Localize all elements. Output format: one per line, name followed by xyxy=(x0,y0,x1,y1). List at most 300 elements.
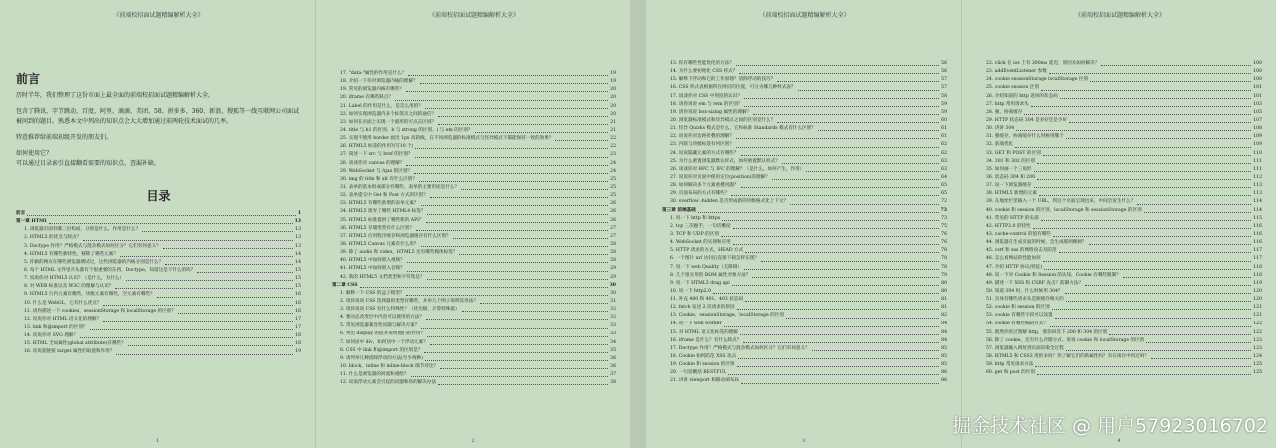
toc-entry[interactable] xyxy=(978,296,1262,304)
toc-entry[interactable] xyxy=(978,133,1262,141)
toc-entry[interactable] xyxy=(978,239,1262,247)
toc-entry[interactable] xyxy=(332,200,616,208)
toc-entry[interactable] xyxy=(16,234,301,242)
toc-entry[interactable] xyxy=(662,174,947,182)
toc-entry[interactable] xyxy=(332,379,616,387)
toc-entry[interactable] xyxy=(978,93,1262,101)
toc-entry-title: 53. cookie 有哪些字段可以设置 xyxy=(986,313,1053,319)
toc-entry[interactable] xyxy=(662,133,947,141)
toc-leader-dots xyxy=(411,376,609,377)
toc-entry-title: 35. HTML5 标准提供了哪些新的 API？ xyxy=(340,217,424,223)
toc-leader-dots xyxy=(421,205,609,206)
toc-leader-dots xyxy=(1065,293,1252,294)
toc-entry[interactable] xyxy=(978,337,1262,345)
toc-entry[interactable] xyxy=(978,369,1262,377)
toc-entry-page: 34 xyxy=(610,339,616,345)
toc-entry[interactable] xyxy=(332,86,616,94)
toc-entry-title: 19. 请你说说 box-sizing 属性的理解？ xyxy=(670,109,752,115)
toc-entry-page: 117 xyxy=(1253,256,1262,262)
toc-entry-title: 58. HTML5 和 CSS3 用的多吗？你了解它们的新属性吗？有在项目中用过吗？ xyxy=(986,354,1149,360)
toc-entry[interactable] xyxy=(16,340,301,348)
toc-entry[interactable] xyxy=(978,68,1262,76)
toc-entry[interactable] xyxy=(332,331,616,339)
toc-leader-dots xyxy=(1041,220,1252,221)
toc-entry[interactable] xyxy=(16,324,301,332)
toc-entry[interactable] xyxy=(978,361,1262,369)
toc-entry-title: 4. HTML5 有哪些新特性、移除了哪些元素？ xyxy=(24,251,118,257)
toc-entry[interactable] xyxy=(978,312,1262,320)
toc-entry[interactable] xyxy=(662,280,947,288)
toc-entry[interactable] xyxy=(662,141,947,149)
toc-entry[interactable] xyxy=(662,345,947,353)
toc-entry-title: 16. 说说超链接 target 属性的取值和作用？ xyxy=(24,349,115,355)
toc-entry[interactable] xyxy=(662,247,947,255)
toc-entry-page: 65 xyxy=(941,183,947,189)
toc-entry-title: 12. 说说浮动元素会引起的问题和你的解决办法 xyxy=(340,380,437,386)
toc-leader-dots xyxy=(1066,350,1252,351)
toc-entry[interactable] xyxy=(16,267,301,275)
toc-entry-page: 36 xyxy=(610,355,616,361)
toc-leader-dots xyxy=(395,100,608,101)
toc-leader-dots xyxy=(103,305,293,306)
toc-entry[interactable] xyxy=(332,298,616,306)
toc-entry[interactable] xyxy=(16,218,301,226)
toc-entry[interactable] xyxy=(978,272,1262,280)
toc-entry[interactable] xyxy=(662,377,947,385)
toc-entry-page: 15 xyxy=(295,276,301,282)
toc-leader-dots xyxy=(1049,73,1251,74)
toc-entry[interactable] xyxy=(332,347,616,355)
toc-entry-page: 13 xyxy=(295,243,301,249)
page-number: 3 xyxy=(801,438,806,444)
toc-entry-page: 61 xyxy=(941,126,947,132)
toc-entry-title: 6. 每个 HTML 文件里开头都有个很重要的东西，Doctype，知道这是干什么的吗？ xyxy=(24,267,196,273)
toc-leader-dots xyxy=(360,287,608,288)
toc-entry[interactable] xyxy=(662,190,947,198)
toc-entry[interactable] xyxy=(662,68,947,76)
toc-leader-dots xyxy=(1055,318,1252,319)
toc-entry[interactable] xyxy=(332,135,616,143)
toc-entry-title: 39. 在地址栏里输入一个 URL，到这个页面呈现出来，中间会发生什么？ xyxy=(986,199,1136,205)
toc-entry-page: 115 xyxy=(1253,215,1262,221)
toc-entry-page: 56 xyxy=(941,69,947,75)
toc-entry[interactable] xyxy=(662,353,947,361)
toc-entry[interactable] xyxy=(332,151,616,159)
toc-leader-dots xyxy=(1033,228,1252,229)
toc-entry-title: 30. img 的 title 和 alt 有什么区别？ xyxy=(340,176,417,182)
toc-entry[interactable] xyxy=(978,182,1262,190)
toc-entry-title: 第一章 HTML xyxy=(16,219,48,225)
toc-entry[interactable] xyxy=(662,329,947,337)
toc-entry-page: 57 xyxy=(941,85,947,91)
toc-entry-page: 30 xyxy=(610,290,616,296)
toc-entry[interactable] xyxy=(332,78,616,86)
toc-entry-page: 63 xyxy=(941,158,947,164)
toc-entry[interactable] xyxy=(662,288,947,296)
toc-entry-page: 76 xyxy=(941,231,947,237)
toc-entry-page: 108 xyxy=(1253,126,1262,132)
toc-entry-page: 79 xyxy=(941,272,947,278)
toc-entry[interactable] xyxy=(332,314,616,322)
toc-entry-title: 1. 说一下 http 和 https xyxy=(670,215,721,221)
preface-paragraph: 历时半年，我们整理了这份市面上最全面的前端校招面试题精编解析大全。 xyxy=(16,92,215,99)
toc-entry[interactable] xyxy=(16,251,301,259)
toc-entry[interactable] xyxy=(662,109,947,117)
toc-entry[interactable] xyxy=(978,174,1262,182)
toc-entry-page: 117 xyxy=(1253,248,1262,254)
toc-entry-title: 30. 讲讲 304 xyxy=(986,126,1015,132)
toc-entry[interactable] xyxy=(332,282,616,290)
toc-entry-page: 81 xyxy=(941,297,947,303)
toc-leader-dots xyxy=(698,212,939,213)
toc-entry-page: 76 xyxy=(941,240,947,246)
toc-entry-page: 29 xyxy=(610,266,616,272)
toc-entry[interactable] xyxy=(662,239,947,247)
toc-leader-dots xyxy=(1066,301,1252,302)
toc-entry[interactable] xyxy=(332,225,616,233)
toc-entry-page: 111 xyxy=(1253,158,1262,164)
toc-entry[interactable] xyxy=(978,304,1262,312)
toc-entry[interactable] xyxy=(16,316,301,324)
toc-entry-title: 34. HTML5 废弃了哪些 HTML4 标签？ xyxy=(340,209,426,215)
toc-leader-dots xyxy=(1044,269,1251,270)
toc-entry-page: 16 xyxy=(295,300,301,306)
toc-leader-dots xyxy=(1101,65,1251,66)
toc-entry-title: 前言 xyxy=(16,210,26,216)
toc-entry[interactable] xyxy=(978,288,1262,296)
toc-entry[interactable] xyxy=(662,158,947,166)
toc-entry-page: 32 xyxy=(610,307,616,313)
toc-entry-page: 101 xyxy=(1253,93,1262,99)
toc-entry-title: 29. 页面布局的方式有哪些？ xyxy=(670,191,730,197)
toc-entry-page: 75 xyxy=(941,223,947,229)
toc-entry-page: 118 xyxy=(1253,264,1262,270)
toc-entry[interactable] xyxy=(662,117,947,125)
toc-entry[interactable] xyxy=(978,60,1262,68)
toc-entry[interactable] xyxy=(332,233,616,241)
toc-entry-page: 120 xyxy=(1253,288,1262,294)
toc-entry-page: 22 xyxy=(610,136,616,142)
toc-entry-page: 15 xyxy=(295,267,301,273)
toc-entry-page: 20 xyxy=(610,87,616,93)
toc-entry[interactable] xyxy=(16,243,301,251)
toc-entry-title: 7. 说说你对 HTML5 认识？（是什么，为什么） xyxy=(24,276,125,282)
toc-entry[interactable] xyxy=(662,182,947,190)
toc-entry[interactable] xyxy=(978,231,1262,239)
toc-entry-page: 16 xyxy=(295,308,301,314)
toc-leader-dots xyxy=(806,171,939,172)
toc-list xyxy=(332,70,616,387)
toc-entry-page: 16 xyxy=(295,292,301,298)
toc-entry-title: 59. http 常见请求方法 xyxy=(986,362,1034,368)
toc-entry[interactable] xyxy=(332,217,616,225)
toc-entry[interactable] xyxy=(332,111,616,119)
toc-entry[interactable] xyxy=(978,198,1262,206)
toc-entry-title: 20. iframe 有哪些缺点？ xyxy=(340,95,393,101)
page-number: 4 xyxy=(1117,438,1121,444)
toc-entry-title: 42. HTTP2.0 的特性 xyxy=(986,223,1031,229)
toc-entry[interactable] xyxy=(662,231,947,239)
toc-entry[interactable] xyxy=(332,70,616,78)
toc-leader-dots xyxy=(745,252,939,253)
toc-entry[interactable] xyxy=(332,208,616,216)
toc-entry[interactable] xyxy=(16,226,301,234)
toc-entry-page: 116 xyxy=(1253,223,1262,229)
toc-entry[interactable] xyxy=(978,247,1262,255)
toc-entry-title: 2. tcp 三次握手，一句话概括 xyxy=(670,223,731,229)
toc-entry-page: 57 xyxy=(941,77,947,83)
toc-entry[interactable] xyxy=(978,166,1262,174)
toc-leader-dots xyxy=(1052,309,1252,310)
toc-entry[interactable] xyxy=(332,192,616,200)
toc-entry-title: 33. GET 和 POST 的区别 xyxy=(986,150,1041,156)
toc-entry-page: 78 xyxy=(941,264,947,270)
toc-entry[interactable] xyxy=(978,215,1262,223)
toc-entry-title: 30. overflow :hidden 是否形成新的块级格式化上下文？ xyxy=(670,199,789,205)
toc-entry-page: 30 xyxy=(609,282,616,288)
toc-entry[interactable] xyxy=(978,158,1262,166)
toc-entry-title: 57. 浏览器输入网址到页面渲染全过程 xyxy=(986,345,1064,351)
toc-entry-title: 50. 知道 304 吗，什么时候用 304？ xyxy=(986,288,1063,294)
toc-entry[interactable] xyxy=(662,84,947,92)
toc-entry[interactable] xyxy=(332,176,616,184)
toc-entry[interactable] xyxy=(662,264,947,272)
toc-entry[interactable] xyxy=(332,363,616,371)
toc-entry[interactable] xyxy=(978,329,1262,337)
toc-entry[interactable] xyxy=(332,274,616,282)
toc-leader-dots xyxy=(426,222,609,223)
toc-entry[interactable] xyxy=(662,321,947,329)
toc-entry[interactable] xyxy=(16,308,301,316)
toc-entry[interactable] xyxy=(16,291,301,299)
toc-entry-title: 33. HTML5 有哪些新增的表单元素？ xyxy=(340,201,419,207)
toc-entry-page: 121 xyxy=(1253,305,1262,311)
toc-entry-title: 28. 谈谈你对 canvas 的理解？ xyxy=(340,160,405,166)
toc-entry[interactable] xyxy=(662,215,947,223)
toc-leader-dots xyxy=(178,313,293,314)
toc-entry[interactable] xyxy=(662,93,947,101)
toc-entry-title: 3. 请你说说 CSS 有什么特殊性？（优先级、计算特殊值） xyxy=(340,307,460,313)
toc-entry-title: 21. Label 的作用是什么，是怎么用的？ xyxy=(340,103,423,109)
toc-entry[interactable] xyxy=(978,117,1262,125)
toc-entry-title: 47. 介绍 HTTP 协议(特征) xyxy=(986,264,1043,270)
toc-entry-page: 100 xyxy=(1253,77,1262,83)
toc-entry-title: 22. click 在 ios 上有 300ms 延迟，原因及如何解决？ xyxy=(986,60,1100,66)
toc-entry-title: 9. 请列举几种清除浮动的方法(至少两种) xyxy=(340,355,423,361)
toc-entry[interactable] xyxy=(332,322,616,330)
toc-leader-dots xyxy=(790,204,939,205)
toc-entry-title: 23. 内联与块级标签有何区别？ xyxy=(670,142,734,148)
toc-entry[interactable] xyxy=(978,280,1262,288)
toc-entry[interactable] xyxy=(332,371,616,379)
toc-entry[interactable] xyxy=(978,84,1262,92)
toc-entry[interactable] xyxy=(16,210,301,218)
toc-entry[interactable] xyxy=(332,290,616,298)
toc-entry[interactable] xyxy=(978,255,1262,263)
toc-entry-page: 109 xyxy=(1253,134,1262,140)
toc-entry-title: 第二章 CSS xyxy=(332,282,358,288)
toc-entry-page: 26 xyxy=(610,209,616,215)
toc-entry[interactable] xyxy=(332,355,616,363)
toc-entry[interactable] xyxy=(16,283,301,291)
toc-leader-dots xyxy=(1090,81,1251,82)
toc-leader-dots xyxy=(1137,204,1251,205)
toc-entry[interactable] xyxy=(662,304,947,312)
toc-entry[interactable] xyxy=(662,361,947,369)
toc-leader-dots xyxy=(1151,358,1251,359)
toc-leader-dots xyxy=(736,147,939,148)
toc-entry[interactable] xyxy=(978,150,1262,158)
toc-entry[interactable] xyxy=(16,259,301,267)
toc-leader-dots xyxy=(197,272,293,273)
toc-entry[interactable] xyxy=(332,127,616,135)
toc-entry-title: 11. 请你描述一下 cookies，sessionStorage 和 localStorage 的区别？ xyxy=(24,308,176,314)
toc-entry[interactable] xyxy=(978,223,1262,231)
toc-entry-title: 19. 常见的浏览器内核有哪些？ xyxy=(340,87,404,93)
toc-entry-title: 29. WebSocket 与 Ajax 的区别？ xyxy=(340,168,413,174)
toc-entry-title: 1. 浏览器页面有哪三层构成，分别是什么，作用是什么？ xyxy=(24,227,141,233)
toc-entry-title: 6. 列出 display 的值并说明他们的作用？ xyxy=(340,331,425,337)
toc-entry-page: 60 xyxy=(941,117,947,123)
toc-leader-dots xyxy=(1043,261,1252,262)
toc-entry-title: 24. title 与 h1 的区别、b 与 strong 的区别、i 与 em 的区别？ xyxy=(340,127,473,133)
toc-entry[interactable] xyxy=(662,312,947,320)
toc-entry[interactable] xyxy=(332,160,616,168)
toc-entry-title: 8. 几个很实用的 BOM 属性对象方法？ xyxy=(670,272,751,278)
toc-entry-page: 122 xyxy=(1253,329,1262,335)
toc-entry[interactable] xyxy=(332,249,616,257)
toc-entry-title: 8. CSS 中 link 和@import 的区别是？ xyxy=(340,347,423,353)
toc-leader-dots xyxy=(555,140,608,141)
toc-entry-title: 43. cache-control 的值有哪些 xyxy=(986,231,1051,237)
toc-leader-dots xyxy=(745,301,939,302)
toc-entry[interactable] xyxy=(978,101,1262,109)
toc-entry-title: 54. cookie 有哪些编码方式？ xyxy=(986,321,1049,327)
toc-entry[interactable] xyxy=(332,339,616,347)
toc-entry-title: 22. 说说你对边距折叠的理解？ xyxy=(670,134,734,140)
toc-entry-page: 19 xyxy=(610,70,616,76)
toc-entry[interactable] xyxy=(662,207,947,215)
toc-entry[interactable] xyxy=(978,345,1262,353)
toc-entry[interactable] xyxy=(662,255,947,263)
toc-title: 目录 xyxy=(146,189,171,203)
toc-entry[interactable] xyxy=(332,241,616,249)
toc-entry[interactable] xyxy=(662,223,947,231)
toc-entry[interactable] xyxy=(978,109,1262,117)
toc-entry[interactable] xyxy=(332,306,616,314)
toc-entry-title: 24. cookie sessionStorage localStorage 区别 xyxy=(986,77,1089,83)
toc-entry[interactable] xyxy=(978,76,1262,84)
toc-leader-dots xyxy=(438,116,608,117)
toc-entry[interactable] xyxy=(662,198,947,206)
toc-entry[interactable] xyxy=(978,207,1262,215)
toc-entry-title: 3. TCP 和 UDP 的区别 xyxy=(670,231,719,237)
toc-entry-page: 122 xyxy=(1253,321,1262,327)
toc-leader-dots xyxy=(737,309,940,310)
toc-entry-page: 23 xyxy=(610,152,616,158)
toc-entry[interactable] xyxy=(16,300,301,308)
toc-entry[interactable] xyxy=(662,125,947,133)
toc-entry-page: 13 xyxy=(295,227,301,233)
toc-leader-dots xyxy=(1024,114,1251,115)
toc-entry[interactable] xyxy=(332,184,616,192)
toc-entry-title: 12. fetch 发送 2 次请求的原因 xyxy=(670,305,735,311)
toc-entry[interactable] xyxy=(662,296,947,304)
toc-entry[interactable] xyxy=(16,332,301,340)
toc-entry[interactable] xyxy=(332,168,616,176)
toc-leader-dots xyxy=(103,321,293,322)
toc-entry[interactable] xyxy=(978,141,1262,149)
toc-leader-dots xyxy=(416,230,608,231)
toc-entry[interactable] xyxy=(332,103,616,111)
toc-entry-title: 11. 补充 400 和 401、403 状态码 xyxy=(670,297,744,303)
toc-entry[interactable] xyxy=(16,348,301,356)
toc-entry[interactable] xyxy=(662,369,947,377)
toc-entry[interactable] xyxy=(16,275,301,283)
toc-entry[interactable] xyxy=(332,143,616,151)
toc-entry-title: 2. HTML5 的优点与缺点？ xyxy=(24,235,82,241)
toc-entry[interactable] xyxy=(978,264,1262,272)
toc-entry[interactable] xyxy=(332,265,616,273)
toc-entry-page: 18 xyxy=(295,341,301,347)
toc-leader-dots xyxy=(83,240,293,241)
toc-entry[interactable] xyxy=(978,353,1262,361)
toc-leader-dots xyxy=(741,383,939,384)
toc-entry-page: 116 xyxy=(1253,231,1262,237)
preface-title: 前言 xyxy=(16,72,41,86)
toc-leader-dots xyxy=(116,354,293,355)
toc-entry-page: 59 xyxy=(941,109,947,115)
toc-entry-title: 9. 说一下 HTML5 drag api xyxy=(670,280,730,286)
toc-entry-title: 10. 什么是 WebGL，它有什么优点？ xyxy=(24,300,102,306)
toc-entry-page: 80 xyxy=(941,280,947,286)
toc-entry[interactable] xyxy=(332,94,616,102)
toc-entry-title: 23. addEventListener 参数 xyxy=(986,69,1047,75)
toc-leader-dots xyxy=(1034,171,1252,172)
toc-entry[interactable] xyxy=(662,60,947,68)
toc-entry-page: 73 xyxy=(941,215,947,221)
toc-entry-page: 15 xyxy=(295,284,301,290)
toc-entry-title: 19. Cookie 和 session 的区别 xyxy=(670,362,735,368)
toc-entry-page: 14 xyxy=(295,251,301,257)
toc-entry[interactable] xyxy=(662,337,947,345)
toc-leader-dots xyxy=(740,334,939,335)
toc-entry[interactable] xyxy=(662,272,947,280)
toc-leader-dots xyxy=(475,132,609,133)
toc-entry[interactable] xyxy=(662,101,947,109)
toc-entry[interactable] xyxy=(662,150,947,158)
toc-entry[interactable] xyxy=(978,125,1262,133)
toc-entry[interactable] xyxy=(978,190,1262,198)
toc-entry[interactable] xyxy=(978,321,1262,329)
toc-entry-title: 51. 具体有哪些请求头是跟缓存相关的 xyxy=(986,297,1064,303)
toc-leader-dots xyxy=(426,319,608,320)
page-number: 2 xyxy=(471,438,475,444)
toc-entry[interactable] xyxy=(662,76,947,84)
toc-leader-dots xyxy=(744,269,939,270)
toc-entry[interactable] xyxy=(332,257,616,265)
page-header: 《前端校招面试题精编解析大全》 xyxy=(759,12,850,19)
toc-entry-title: 17. 谈谈你对 CSS 中刻度的认识？ xyxy=(670,93,742,99)
toc-entry-title: 31. 表单的基本组成部分有哪些，表单的主要用途是什么？ xyxy=(340,184,460,190)
toc-entry-page: 21 xyxy=(610,127,616,133)
toc-leader-dots xyxy=(408,75,608,76)
toc-leader-dots xyxy=(812,350,940,351)
toc-entry-title: 38. HTML5 Canvas 元素有什么用？ xyxy=(340,241,419,247)
toc-entry-title: 13. 你有哪些性能优化的方法？ xyxy=(670,60,734,66)
toc-entry[interactable] xyxy=(662,166,947,174)
toc-entry[interactable] xyxy=(332,119,616,127)
